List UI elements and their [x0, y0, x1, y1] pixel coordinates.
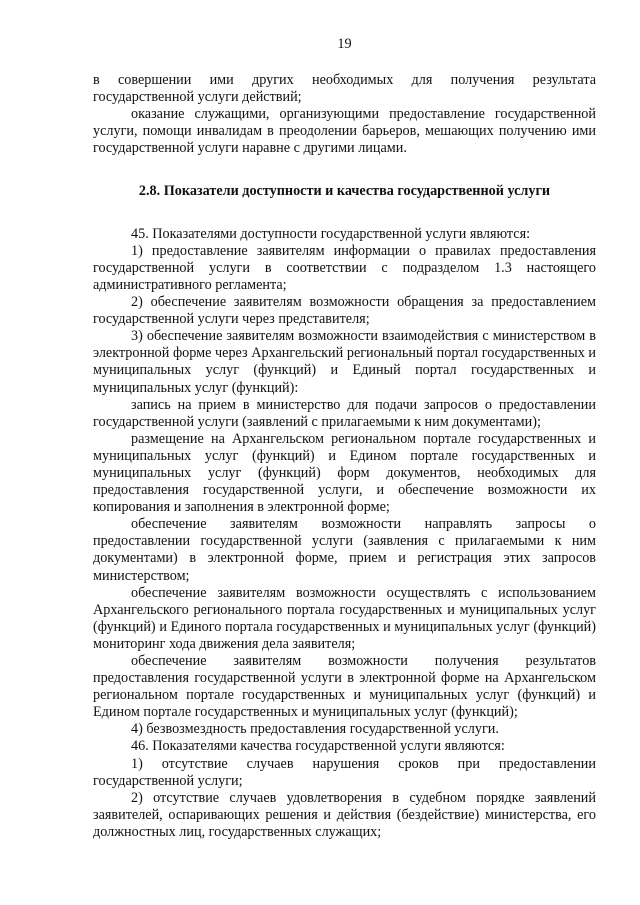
paragraph: 1) предоставление заявителям информации о правилах предоставления государственной услуги в соответствии с подразделом 1.3 настоящего административного регламента; [93, 242, 596, 293]
paragraph: обеспечение заявителям возможности получения результатов предоставления государственной услуги в электронной форме на Архангельском региональном портале государственных и муниципальных услуг (функций) и Едином портале государственных и муниципальных услуг (функций); [93, 653, 596, 721]
paragraph: обеспечение заявителям возможности направлять запросы о предоставлении государственной услуги (заявления с прилагаемыми к ним документами) в электронной форме, прием и регистрация этих запросов министерством; [93, 516, 596, 584]
paragraph: 1) отсутствие случаев нарушения сроков при предоставлении государственной услуги; [93, 755, 596, 789]
paragraph: 2) обеспечение заявителям возможности обращения за предоставлением государственной услуги через представителя; [93, 294, 596, 328]
text-block-after [93, 226, 596, 841]
paragraph: обеспечение заявителям возможности осуществлять с использованием Архангельского регионального портала государственных и муниципальных услуг (функций) и Единого портала государственных и муниципальных услуг (функций) мониторинг хода движения дела заявителя; [93, 584, 596, 652]
paragraph: запись на прием в министерство для подачи запросов о предоставлении государственной услуги (заявлений с прилагаемыми к ним документами); [93, 396, 596, 430]
section-heading: 2.8. Показатели доступности и качества государственной услуги [138, 182, 551, 199]
paragraph: оказание служащими, организующими предоставление государственной услуги, помощи инвалидам в преодолении барьеров, мешающих получению ими государственной услуги наравне с другими лицами. [93, 106, 596, 157]
paragraph: 2) отсутствие случаев удовлетворения в судебном порядке заявлений заявителей, оспаривающих решения и действия (бездействие) министерства, его должностных лиц, государственных служащих; [93, 789, 596, 840]
paragraph: 45. Показателями доступности государственной услуги являются: [131, 225, 531, 242]
page-number: 19 [337, 36, 352, 52]
paragraph: 3) обеспечение заявителям возможности взаимодействия с министерством в электронной форме через Архангельский региональный портал государственных и муниципальных услуг (функций) и Единый портал государственных и муниципальных услуг (функций): [93, 328, 596, 396]
paragraph: в совершении ими других необходимых для получения результата государственной услуги действий; [93, 72, 596, 106]
paragraph: 4) безвозмездность предоставления государственной услуги. [131, 721, 499, 738]
paragraph: размещение на Архангельском региональном портале государственных и муниципальных услуг (функций) и Едином портале государственных и муниципальных услуг (функций) форм документов, необходимых для предоставления государственной услуги, и обеспечение возможности их копирования и заполнения в электронной форме; [93, 430, 596, 516]
paragraph: 46. Показателями качества государственной услуги являются: [131, 738, 505, 755]
text-block-before [93, 72, 596, 157]
